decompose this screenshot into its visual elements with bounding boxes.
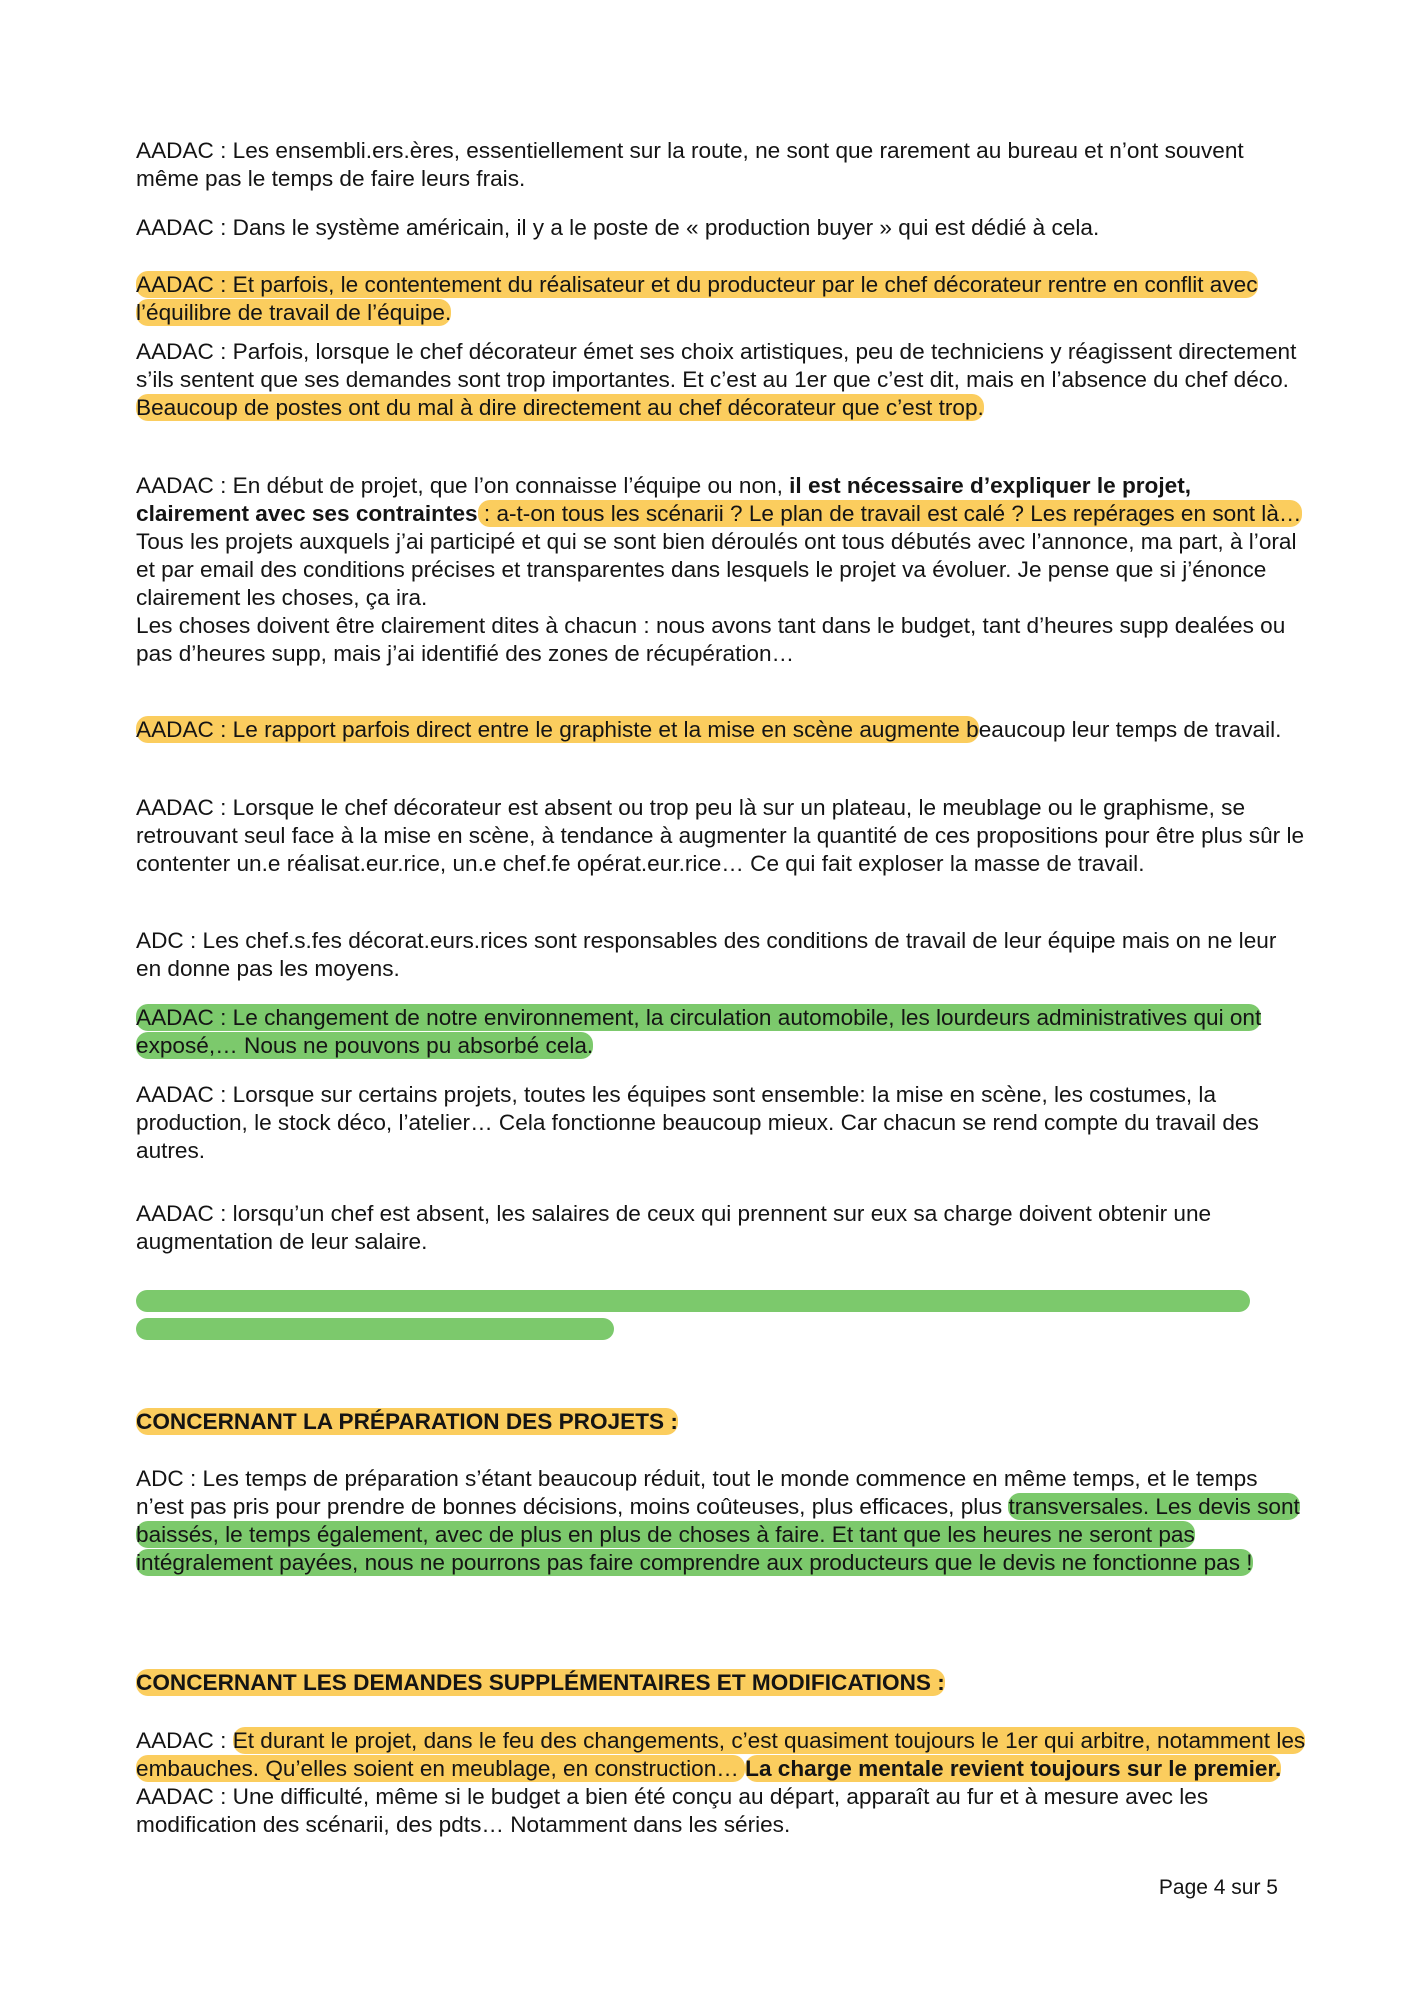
- highlighted-text: Et durant le projet, dans le feu des changements, c’est quasiment toujours le 1er qui arbitre, notamment les embauches. Qu’elles soient en meublage, en construction…: [136, 1728, 1306, 1781]
- heading-text: CONCERNANT LA PRÉPARATION DES PROJETS :: [136, 1409, 678, 1434]
- paragraph-text: AADAC :: [136, 1728, 233, 1753]
- highlighted-text: transversales. Les devis sont baissés, le temps également, avec de plus en plus de choses à faire. Et tant que les heures ne seront pas intégralement payées, nous ne pourrons pas faire comprendre aux producteurs que le devis ne fonctionne pas !: [136, 1494, 1300, 1575]
- paragraph-text: AADAC : lorsqu’un chef est absent, les salaires de ceux qui prennent sur eux sa charge doivent obtenir une augmentation de leur salaire.: [136, 1201, 1212, 1254]
- paragraph-production-buyer: [136, 214, 1306, 242]
- empty-highlight-bar: [136, 1290, 1250, 1312]
- section-heading-demandes: [136, 1669, 1306, 1697]
- paragraph-chef-absent-plateau: [136, 794, 1306, 878]
- highlighted-text: AADAC : Le rapport parfois direct entre le graphiste et la mise en scène augmente b: [136, 717, 979, 742]
- bold-text: il est nécessaire d’expliquer le projet, clairement avec ses contraintes: [136, 473, 1191, 526]
- paragraph-temps-preparation: [136, 1465, 1306, 1577]
- paragraph-ensembliers: [136, 137, 1306, 193]
- paragraph-adc-responsables: [136, 927, 1306, 983]
- paragraph-text: AADAC : Lorsque sur certains projets, toutes les équipes sont ensemble: la mise en scène, les costumes, la production, le stock déco, l’atelier… Cela fonctionne beaucoup mieux. Car chacun se rend compte du travail des autres.: [136, 1082, 1259, 1163]
- paragraph-text: eaucoup leur temps de travail.: [978, 717, 1282, 742]
- heading-text: CONCERNANT LES DEMANDES SUPPLÉMENTAIRES ET MODIFICATIONS :: [136, 1670, 945, 1695]
- paragraph-text: Les choses doivent être clairement dites à chacun : nous avons tant dans le budget, tant d’heures supp dealées ou pas d’heures supp, mais j’ai identifié des zones de récupération…: [136, 613, 1286, 666]
- paragraph-graphiste: [136, 716, 1306, 744]
- paragraph-text: AADAC : Parfois, lorsque le chef décorateur émet ses choix artistiques, peu de techniciens y réagissent directement s’ils sentent que ses demandes sont trop importantes. Et c’est au 1er que c’est dit, mais en l’absence du chef déco.: [136, 339, 1297, 392]
- bold-highlighted-text: La charge mentale revient toujours sur le premier.: [745, 1756, 1282, 1781]
- paragraph-text: ADC : Les temps de préparation s’étant beaucoup réduit, tout le monde commence en même temps, et le temps n’est pas pris pour prendre de bonnes décisions, moins coûteuses, plus efficaces, plus: [136, 1466, 1258, 1519]
- highlighted-text: Beaucoup de postes ont du mal à dire directement au chef décorateur que c’est trop.: [136, 395, 984, 420]
- paragraph-choix-artistiques: [136, 338, 1306, 422]
- empty-highlight-bar: [136, 1318, 614, 1340]
- paragraph-debut-de-projet: [136, 472, 1306, 668]
- paragraph-text: AADAC : Lorsque le chef décorateur est absent ou trop peu là sur un plateau, le meublage ou le graphisme, se retrouvant seul face à la mise en scène, à tendance à augmenter la quantité de ces propositions pour être plus sûr le contenter un.e réalisat.eur.rice, un.e chef.fe opérat.eur.rice… Ce qui fait exploser la masse de travail.: [136, 795, 1305, 876]
- paragraph-text: Tous les projets auxquels j’ai participé et qui se sont bien déroulés ont tous débutés avec l’annonce, ma part, à l’oral et par email des conditions précises et transparentes dans lesquels le projet va évoluer. Je pense que si j’énonce clairement les choses, ça ira.: [136, 529, 1297, 610]
- paragraph-text: AADAC : Dans le système américain, il y a le poste de « production buyer » qui est dédié à cela.: [136, 215, 1100, 240]
- paragraph-equipes-ensemble: [136, 1081, 1306, 1165]
- paragraph-text: ADC : Les chef.s.fes décorat.eurs.rices sont responsables des conditions de travail de leur équipe mais on ne leur en donne pas les moyens.: [136, 928, 1277, 981]
- highlighted-text: : a-t-on tous les scénarii ? Le plan de travail est calé ? Les repérages en sont là…: [477, 501, 1302, 526]
- paragraph-text: AADAC : Une difficulté, même si le budget a bien été conçu au départ, apparaît au fur et à mesure avec les modification des scénarii, des pdts… Notamment dans les séries.: [136, 1784, 1209, 1837]
- page-number: Page 4 sur 5: [1158, 1876, 1278, 1899]
- section-heading-preparation: [136, 1408, 1306, 1436]
- paragraph-contentement: [136, 271, 1306, 327]
- paragraph-text: AADAC : Les ensembli.ers.ères, essentiellement sur la route, ne sont que rarement au bureau et n’ont souvent même pas le temps de faire leurs frais.: [136, 138, 1244, 191]
- paragraph-text: AADAC : En début de projet, que l’on connaisse l’équipe ou non,: [136, 473, 790, 498]
- highlighted-text: AADAC : Le changement de notre environnement, la circulation automobile, les lourdeurs administratives qui ont exposé,… Nous ne pouvons pu absorbé cela.: [136, 1005, 1262, 1058]
- highlighted-text: AADAC : Et parfois, le contentement du réalisateur et du producteur par le chef décorateur rentre en conflit avec l’équilibre de travail de l’équipe.: [136, 272, 1258, 325]
- paragraph-salaires: [136, 1200, 1306, 1256]
- paragraph-environnement: [136, 1004, 1306, 1060]
- paragraph-durant-le-projet: [136, 1727, 1306, 1839]
